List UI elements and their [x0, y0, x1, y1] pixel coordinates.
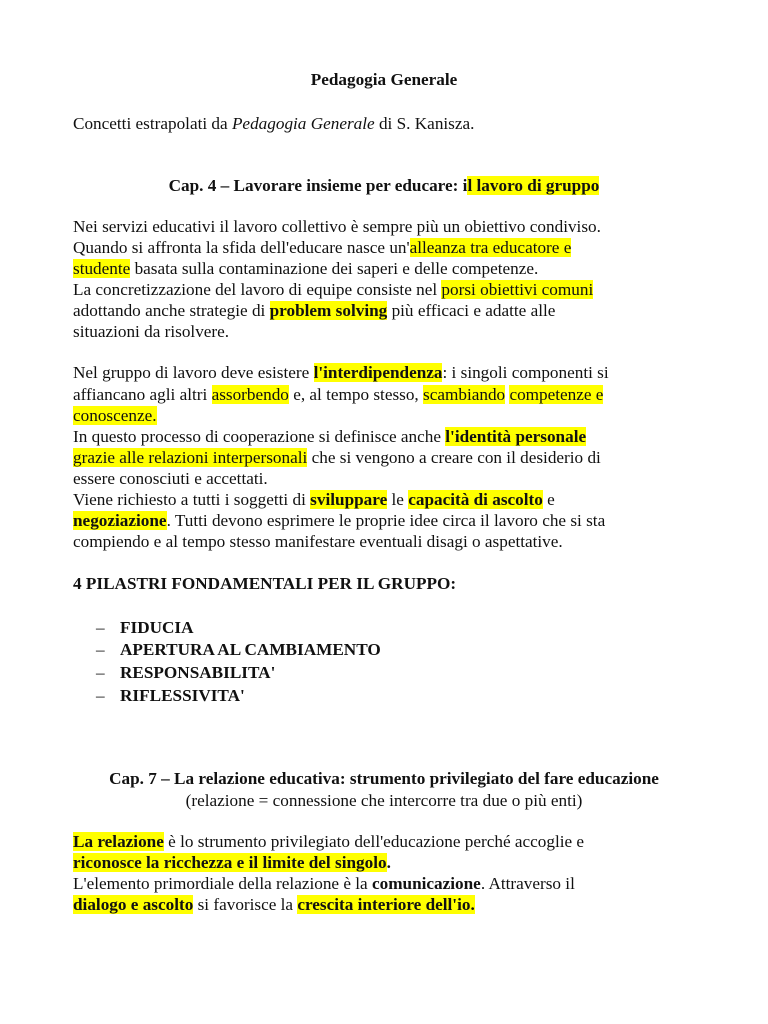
- text-run: è lo strumento privilegiato dell'educazione perché accoglie e: [163, 832, 585, 851]
- highlight-problem-solving: problem solving: [269, 301, 388, 320]
- cap4-p2-line7: [73, 489, 555, 510]
- highlight-dialogo: dialogo e ascolto: [73, 895, 194, 914]
- bold-comunicazione: comunicazione: [371, 874, 481, 893]
- text-run: affiancano agli altri: [73, 385, 212, 404]
- cap4-p2-line2: [73, 384, 603, 405]
- text-run: Nel gruppo di lavoro deve esistere: [73, 363, 314, 382]
- text-run: e, al tempo stesso,: [288, 385, 424, 404]
- cap4-p2-line3: [73, 405, 157, 426]
- intro-prefix: Concetti estrapolati da: [73, 114, 232, 133]
- highlight-la-relazione: La relazione: [73, 832, 164, 851]
- dash-bullet: –: [96, 663, 105, 682]
- text-run: . Attraverso il: [480, 874, 575, 893]
- text-run: . Tutti devono esprimere le proprie idee circa il lavoro che si sta: [166, 511, 606, 530]
- cap4-heading: [0, 175, 768, 196]
- highlight-negoziazione: negoziazione: [73, 511, 167, 530]
- pillar-label: FIDUCIA: [120, 618, 194, 637]
- cap7-line1: [73, 831, 584, 852]
- cap4-p2-line4: [73, 426, 586, 447]
- highlight-studente: studente: [73, 259, 131, 278]
- highlight-ascolto: capacità di ascolto: [408, 490, 543, 509]
- dash-bullet: –: [96, 618, 105, 637]
- text-run: La concretizzazione del lavoro di equipe consiste nel: [73, 280, 442, 299]
- text-run: basata sulla contaminazione dei saperi e delle competenze.: [130, 259, 539, 278]
- cap4-heading-part-a: Cap. 4 – Lavorare insieme per educare: i: [168, 176, 468, 195]
- cap4-p1-line1: Nei servizi educativi il lavoro collettivo è sempre più un obiettivo condiviso.: [73, 217, 601, 236]
- pillar-item: [96, 639, 381, 660]
- cap7-subheading: (relazione = connessione che intercorre tra due o più enti): [185, 791, 583, 810]
- highlight-scambiando: scambiando: [423, 385, 506, 404]
- intro-book-title: Pedagogia Generale: [231, 114, 375, 133]
- cap7-heading: Cap. 7 – La relazione educativa: strumento privilegiato del fare educazione: [109, 769, 659, 788]
- cap4-p2-line6: essere conosciuti e accettati.: [73, 469, 268, 488]
- text-run: adottando anche strategie di: [73, 301, 270, 320]
- text-run: .: [386, 853, 391, 872]
- cap7-line3: [73, 873, 575, 894]
- cap4-p2-line9: compiendo e al tempo stesso manifestare eventuali disagi o aspettative.: [73, 532, 563, 551]
- dash-bullet: –: [96, 640, 105, 659]
- cap4-p1-line2: [73, 237, 571, 258]
- highlight-alleanza: alleanza tra educatore e: [409, 238, 572, 257]
- cap4-heading-highlight: l lavoro di gruppo: [467, 176, 600, 195]
- cap4-p2-line8: [73, 510, 605, 531]
- pillar-item: [96, 617, 194, 638]
- pillars-heading: 4 PILASTRI FONDAMENTALI PER IL GRUPPO:: [73, 574, 457, 593]
- highlight-assorbendo: assorbendo: [211, 385, 289, 404]
- cap4-p1-line6: situazioni da risolvere.: [73, 322, 230, 341]
- intro-line: [73, 113, 474, 134]
- highlight-obiettivi: porsi obiettivi comuni: [441, 280, 594, 299]
- text-run: e: [542, 490, 555, 509]
- cap4-p1-line5: [73, 300, 555, 321]
- highlight-sviluppare: sviluppare: [310, 490, 388, 509]
- highlight-crescita: crescita interiore dell'io.: [297, 895, 475, 914]
- cap4-p2-line1: [73, 362, 609, 383]
- pillar-label: RESPONSABILITA': [120, 663, 276, 682]
- highlight-conoscenze: conoscenze.: [73, 406, 157, 425]
- cap7-line4: [73, 894, 475, 915]
- intro-suffix: di S. Kanisza.: [374, 114, 475, 133]
- page-title: Pedagogia Generale: [310, 70, 458, 89]
- cap7-line2: [73, 852, 391, 873]
- dash-bullet: –: [96, 686, 105, 705]
- text-run: In questo processo di cooperazione si definisce anche: [73, 427, 446, 446]
- text-run: si favorisce la: [193, 895, 298, 914]
- highlight-relazioni: grazie alle relazioni interpersonali: [73, 448, 308, 467]
- cap4-p2-line5: [73, 447, 601, 468]
- cap4-p1-line4: [73, 279, 593, 300]
- text-run: che si vengono a creare con il desiderio di: [307, 448, 601, 467]
- highlight-riconosce: riconosce la ricchezza e il limite del singolo: [73, 853, 387, 872]
- pillar-item: [96, 685, 245, 706]
- highlight-competenze: competenze e: [509, 385, 604, 404]
- highlight-identita: l'identità personale: [445, 427, 587, 446]
- cap4-p1-line3: [73, 258, 538, 279]
- pillar-label: APERTURA AL CAMBIAMENTO: [120, 640, 381, 659]
- text-run: L'elemento primordiale della relazione è la: [73, 874, 372, 893]
- text-run: più efficaci e adatte alle: [387, 301, 556, 320]
- text-run: : i singoli componenti si: [442, 363, 609, 382]
- highlight-interdipendenza: l'interdipendenza: [313, 363, 443, 382]
- text-run: Quando si affronta la sfida dell'educare nasce un': [73, 238, 410, 257]
- text-run: le: [387, 490, 409, 509]
- pillar-label: RIFLESSIVITA': [120, 686, 245, 705]
- pillar-item: [96, 662, 275, 683]
- text-run: Viene richiesto a tutti i soggetti di: [73, 490, 311, 509]
